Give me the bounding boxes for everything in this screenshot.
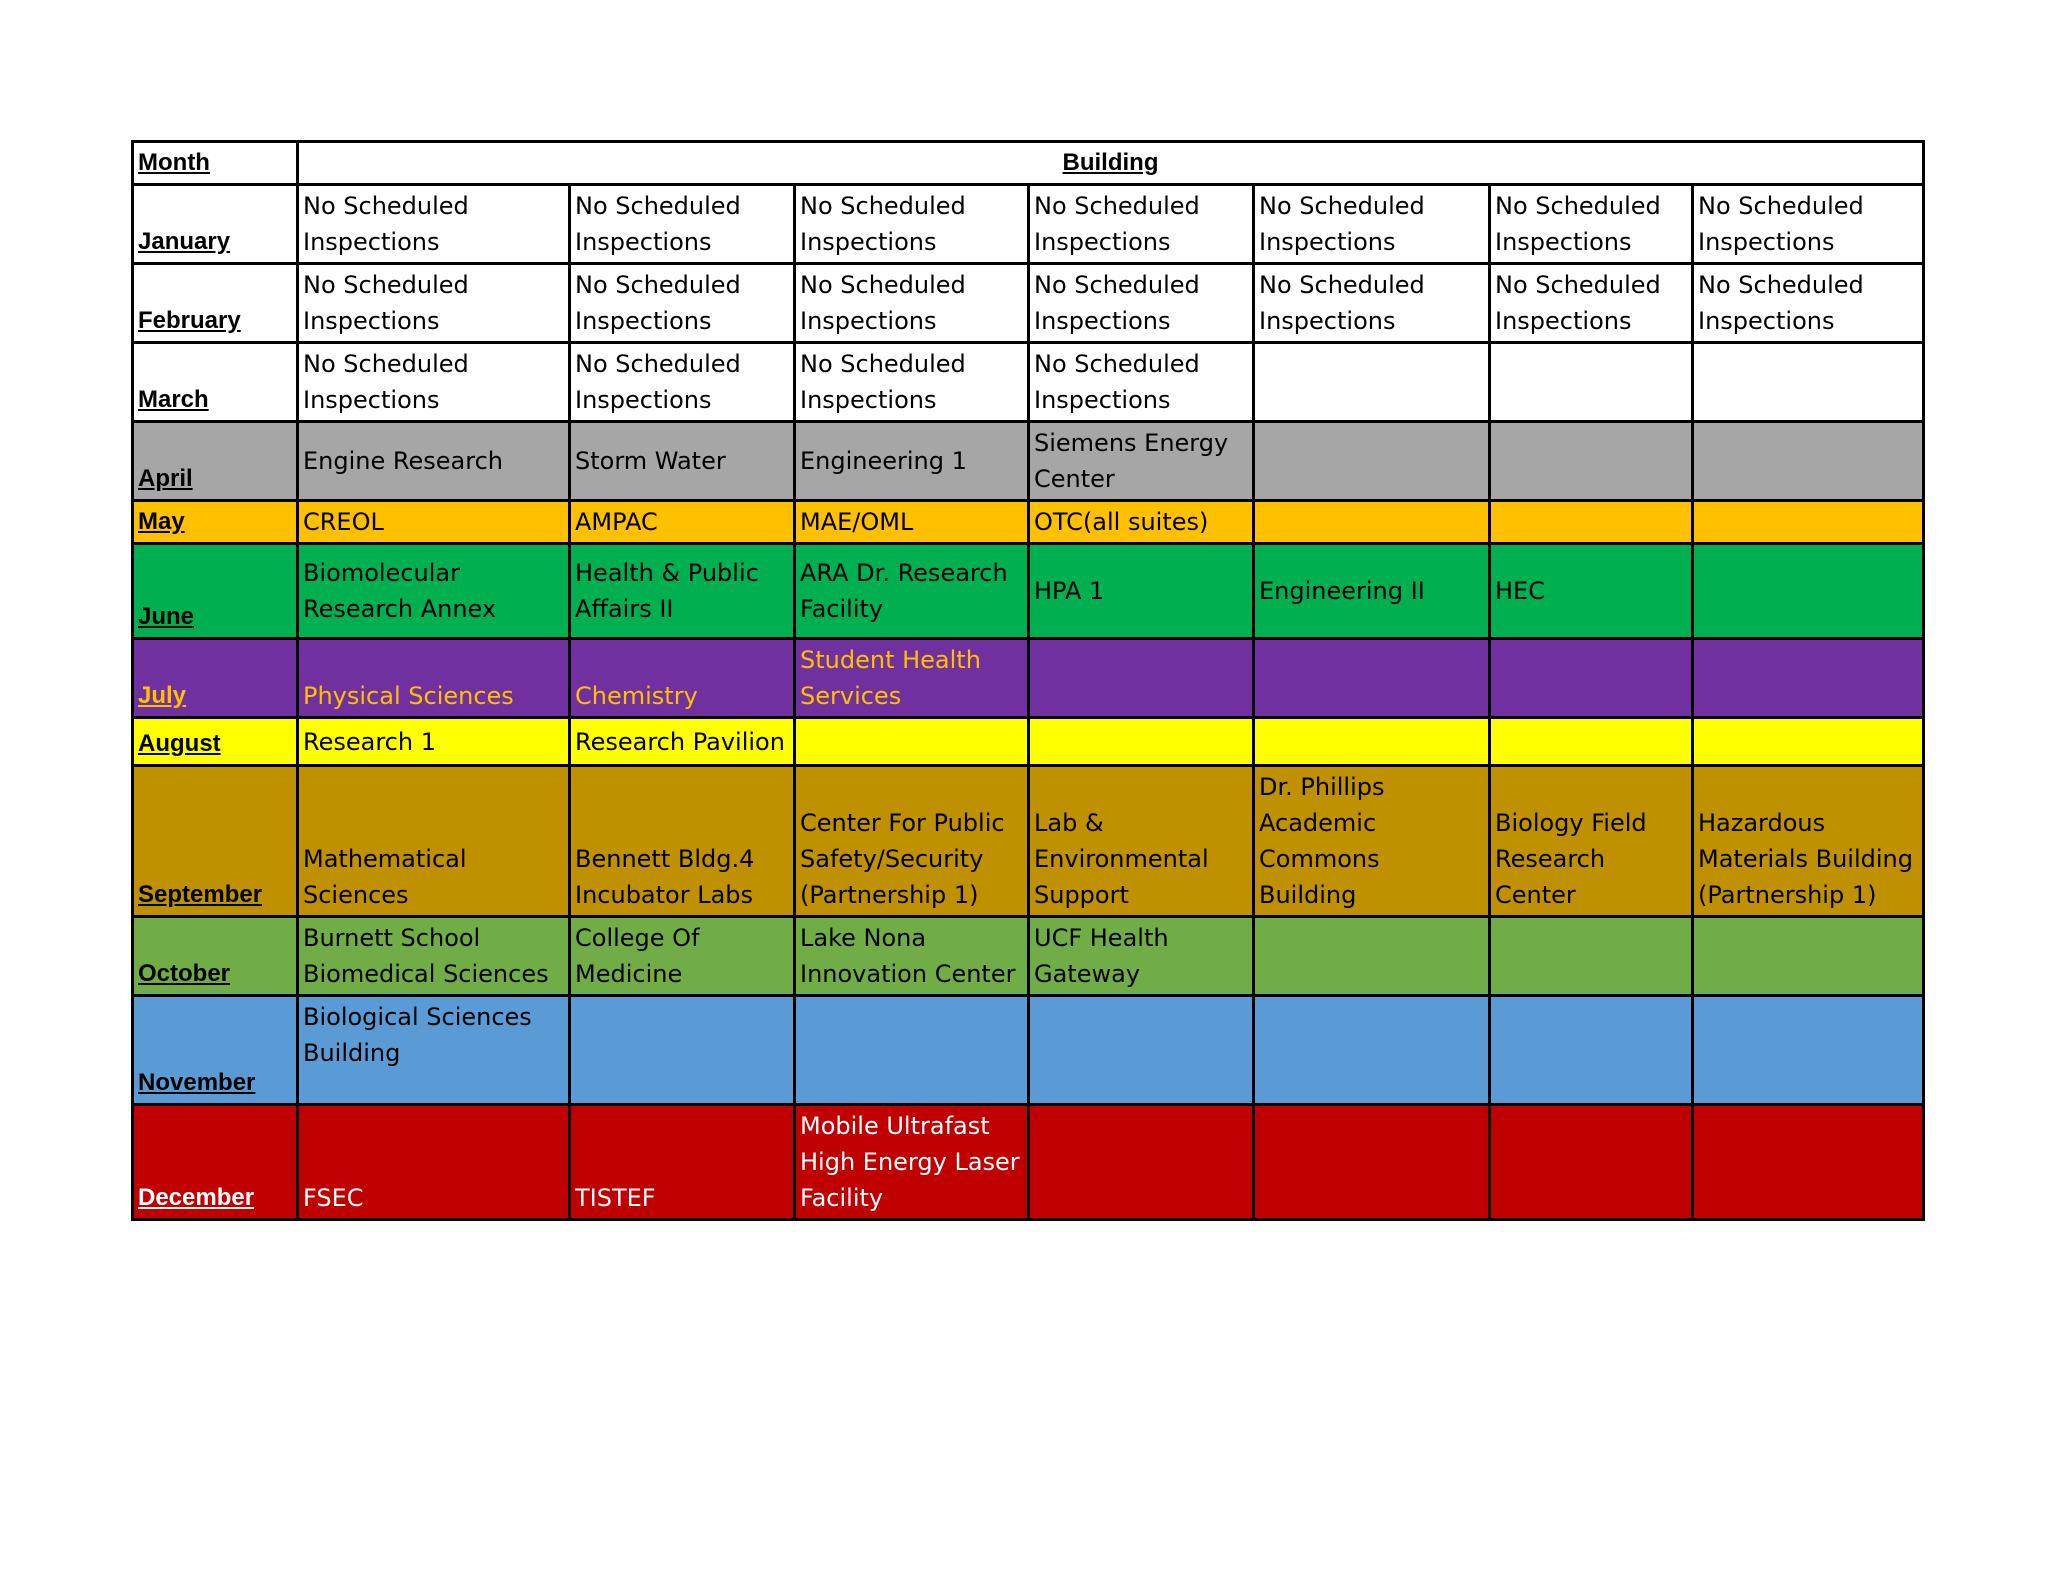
building-name: Research Pavilion (575, 727, 785, 756)
building-name: Burnett School Biomedical Sciences (303, 924, 549, 988)
building-name: No Scheduled Inspections (1034, 350, 1200, 414)
building-name: No Scheduled Inspections (1259, 192, 1425, 256)
building-cell (570, 1105, 795, 1220)
building-cell (298, 422, 570, 501)
building-name: Research 1 (303, 727, 436, 756)
building-name: No Scheduled Inspections (303, 350, 469, 414)
building-cell (1490, 343, 1693, 422)
building-cell (795, 501, 1029, 544)
building-cell (1693, 343, 1924, 422)
month-label: June (133, 544, 298, 639)
building-cell (570, 996, 795, 1105)
month-label: March (133, 343, 298, 422)
building-name: AMPAC (575, 508, 658, 536)
month-label: February (133, 264, 298, 343)
building-name: HPA 1 (1034, 577, 1105, 605)
building-cell (1693, 185, 1924, 264)
building-cell (298, 639, 570, 718)
building-name: Lab & Environmental Support (1034, 809, 1209, 909)
month-label: September (133, 766, 298, 917)
building-cell (1693, 718, 1924, 766)
building-cell (570, 917, 795, 996)
building-name: HEC (1495, 577, 1545, 605)
building-name: College Of Medicine (575, 924, 700, 988)
row-july (133, 639, 1924, 718)
building-cell (1029, 343, 1254, 422)
building-name: No Scheduled Inspections (1698, 192, 1864, 256)
building-name: No Scheduled Inspections (303, 271, 469, 335)
building-cell (795, 639, 1029, 718)
building-cell (795, 1105, 1029, 1220)
building-name: Engineering 1 (800, 447, 967, 475)
building-name: No Scheduled Inspections (303, 192, 469, 256)
building-cell (298, 264, 570, 343)
row-april (133, 422, 1924, 501)
building-cell (1693, 766, 1924, 917)
building-name: Center For Public Safety/Security (Partnership 1) (800, 809, 1005, 909)
row-october (133, 917, 1924, 996)
month-label: July (133, 639, 298, 718)
building-cell (1254, 718, 1490, 766)
building-cell (1490, 185, 1693, 264)
building-cell (1693, 544, 1924, 639)
building-name: Bennett Bldg.4 Incubator Labs (575, 845, 755, 909)
month-label: January (133, 185, 298, 264)
building-name: No Scheduled Inspections (800, 350, 966, 414)
building-cell (570, 544, 795, 639)
building-name: UCF Health Gateway (1034, 924, 1169, 988)
building-cell (298, 996, 570, 1105)
building-cell (1254, 1105, 1490, 1220)
building-name: Chemistry (575, 682, 698, 710)
building-cell (1254, 343, 1490, 422)
building-name: No Scheduled Inspections (575, 192, 741, 256)
building-cell (1490, 996, 1693, 1105)
building-cell (1693, 422, 1924, 501)
building-name: Storm Water (575, 447, 726, 475)
building-cell (795, 766, 1029, 917)
building-cell (1490, 264, 1693, 343)
building-cell (1254, 996, 1490, 1105)
building-name: ARA Dr. Research Facility (800, 559, 1008, 623)
building-name: MAE/OML (800, 508, 914, 536)
building-cell (795, 917, 1029, 996)
building-cell (1490, 766, 1693, 917)
building-name: No Scheduled Inspections (800, 192, 966, 256)
building-cell (1490, 501, 1693, 544)
building-cell (1490, 718, 1693, 766)
building-cell (1490, 544, 1693, 639)
building-cell (1254, 917, 1490, 996)
building-name: Mobile Ultrafast High Energy Laser Facility (800, 1112, 1020, 1212)
building-cell (570, 501, 795, 544)
building-cell (1254, 639, 1490, 718)
building-cell (1254, 766, 1490, 917)
building-name: No Scheduled Inspections (1034, 271, 1200, 335)
building-name: FSEC (303, 1184, 364, 1212)
building-name: No Scheduled Inspections (1495, 271, 1661, 335)
building-cell (795, 422, 1029, 501)
building-name: Biomolecular Research Annex (303, 559, 497, 623)
building-name: Hazardous Materials Building (Partnership 1) (1698, 809, 1913, 909)
building-cell (1490, 639, 1693, 718)
building-cell (298, 917, 570, 996)
building-cell (1490, 917, 1693, 996)
building-name: No Scheduled Inspections (800, 271, 966, 335)
building-cell (1029, 1105, 1254, 1220)
building-cell (570, 766, 795, 917)
building-cell (795, 185, 1029, 264)
row-september (133, 766, 1924, 917)
building-cell (1254, 422, 1490, 501)
building-cell (298, 343, 570, 422)
building-cell (570, 422, 795, 501)
month-label: April (133, 422, 298, 501)
month-label: December (133, 1105, 298, 1220)
month-label: November (133, 996, 298, 1105)
building-cell (298, 718, 570, 766)
building-cell (1029, 766, 1254, 917)
building-cell (570, 185, 795, 264)
row-june (133, 544, 1924, 639)
building-cell (570, 639, 795, 718)
building-cell (1693, 996, 1924, 1105)
building-cell (298, 501, 570, 544)
building-cell (1693, 917, 1924, 996)
building-cell (298, 1105, 570, 1220)
building-cell (1029, 718, 1254, 766)
building-cell (570, 343, 795, 422)
building-cell (1693, 264, 1924, 343)
building-cell (298, 185, 570, 264)
building-cell (1029, 264, 1254, 343)
building-cell (1693, 1105, 1924, 1220)
building-cell (298, 766, 570, 917)
building-name: No Scheduled Inspections (1259, 271, 1425, 335)
building-name: Siemens Energy Center (1034, 429, 1229, 493)
building-name: Mathematical Sciences (303, 845, 467, 909)
building-cell (1029, 185, 1254, 264)
building-name: Biological Sciences Building (303, 1003, 532, 1067)
building-cell (570, 264, 795, 343)
building-cell (1254, 501, 1490, 544)
inspection-schedule-table (131, 140, 1925, 1221)
building-cell (1029, 544, 1254, 639)
building-cell (1693, 639, 1924, 718)
building-name: Health & Public Affairs II (575, 559, 759, 623)
building-cell (1029, 501, 1254, 544)
building-name: Physical Sciences (303, 682, 514, 710)
building-name: CREOL (303, 508, 384, 536)
building-cell (1254, 264, 1490, 343)
building-cell (1254, 185, 1490, 264)
building-name: Engine Research (303, 447, 503, 475)
building-cell (795, 718, 1029, 766)
row-may (133, 501, 1924, 544)
building-cell (1490, 1105, 1693, 1220)
building-cell (1490, 422, 1693, 501)
building-cell (795, 996, 1029, 1105)
building-cell (1029, 422, 1254, 501)
building-cell (1029, 996, 1254, 1105)
building-cell (1029, 917, 1254, 996)
building-name: No Scheduled Inspections (575, 350, 741, 414)
building-name: No Scheduled Inspections (1698, 271, 1864, 335)
month-label: August (133, 718, 298, 766)
building-name: Dr. Phillips Academic Commons Building (1259, 773, 1385, 909)
building-name: No Scheduled Inspections (575, 271, 741, 335)
building-cell (1254, 544, 1490, 639)
month-label: May (133, 501, 298, 544)
building-name: No Scheduled Inspections (1034, 192, 1200, 256)
building-name: Student Health Services (800, 646, 981, 710)
building-column-header: Building (298, 142, 1924, 185)
row-january (133, 185, 1924, 264)
row-march (133, 343, 1924, 422)
building-cell (795, 264, 1029, 343)
month-label: October (133, 917, 298, 996)
building-cell (1029, 639, 1254, 718)
building-name: No Scheduled Inspections (1495, 192, 1661, 256)
building-cell (1693, 501, 1924, 544)
building-name: Biology Field Research Center (1495, 809, 1647, 909)
building-name: TISTEF (575, 1184, 656, 1212)
header-row (133, 142, 1924, 185)
row-november (133, 996, 1924, 1105)
building-cell (795, 544, 1029, 639)
row-august (133, 718, 1924, 766)
row-february (133, 264, 1924, 343)
building-name: Engineering II (1259, 577, 1425, 605)
month-column-header: Month (133, 142, 298, 185)
building-cell (795, 343, 1029, 422)
building-cell (570, 718, 795, 766)
building-name: OTC(all suites) (1034, 508, 1209, 536)
building-cell (298, 544, 570, 639)
building-name: Lake Nona Innovation Center (800, 924, 1016, 988)
row-december (133, 1105, 1924, 1220)
